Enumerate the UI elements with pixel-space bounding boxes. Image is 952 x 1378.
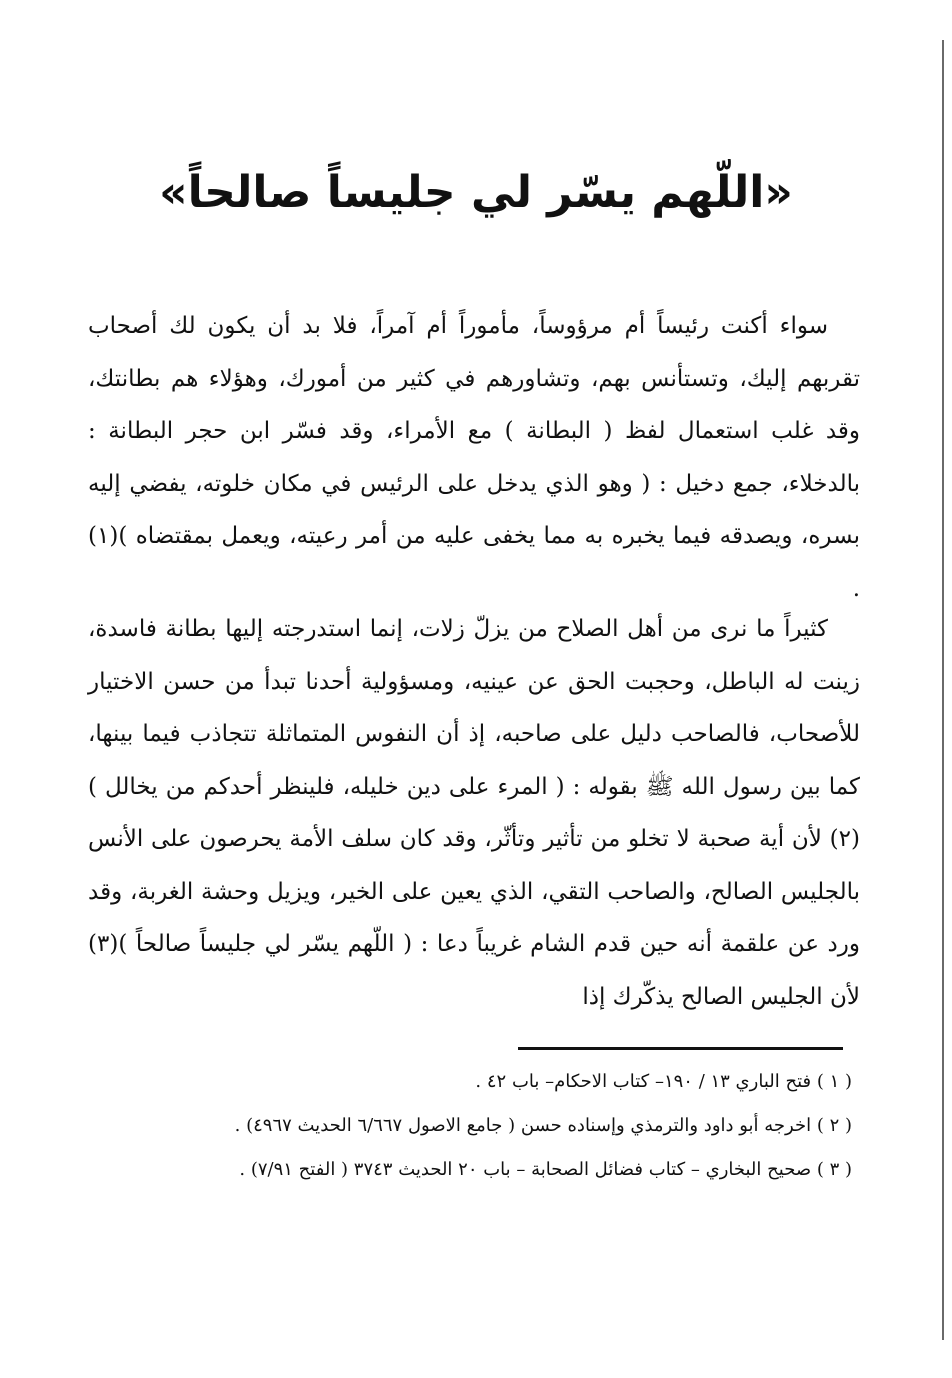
footnote-1: ( ١ ) فتح الباري ١٣ / ١٩٠– كتاب الاحكام– باب ٤٢ . [475,1071,852,1092]
footnotes-list [112,1062,852,1194]
paragraph-2: كثيراً ما نرى من أهل الصلاح من يزلّ زلات، إنما استدرجته إليها بطانة فاسدة، زينت له الباطل، وحجبت الحق عن عينيه، ومسؤولية أحدنا تبدأ من حسن الاختيار للأصحاب، فالصاحب دليل على صاحبه، إذ أن النفوس المتماثلة تتجاذب فيما بينها، كما بين رسول الله ﷺ بقوله : ( المرء على دين خليله، فلينظر أحدكم من يخالل )(٢) لأن أية صحبة لا تخلو من تأثير وتأثّر، وقد كان سلف الأمة يحرصون على الأنس بالجليس الصالح، والصاحب التقي، الذي يعين على الخير، ويزيل وحشة الغربة، وقد ورد عن علقمة أنه حين قدم الشام غريباً دعا : ( اللّهم يسّر لي جليساً صالحاً )(٣) لأن الجليس الصالح يذكّرك إذا [88,616,860,1010]
footnote-separator [518,1047,843,1050]
footnote-3: ( ٣ ) صحيح البخاري – كتاب فضائل الصحابة – باب ٢٠ الحديث ٣٧٤٣ ( الفتح ٧/٩١) . [239,1159,852,1180]
chapter-title: «اللّهم يسّر لي جليساً صالحاً» [159,167,793,218]
paragraph-1: سواء أكنت رئيساً أم مرؤوساً، مأموراً أم آمراً، فلا بد أن يكون لك أصحاب تقربهم إليك، وتستأنس بهم، وتشاورهم في كثير من أمورك، وهؤلاء هم بطانتك، وقد غلب استعمال لفظ ( البطانة ) مع الأمراء، وقد فسّر ابن حجر البطانة : بالدخلاء، جمع دخيل : ( وهو الذي يدخل على الرئيس في مكان خلوته، يفضي إليه بسره، ويصدقه فيما يخبره به مما يخفى عليه من أمر رعيته، ويعمل بمقتضاه )(١) . [88,313,860,602]
page-edge-line [942,40,944,1340]
footnote-2: ( ٢ ) اخرجه أبو داود والترمذي وإسناده حسن ( جامع الاصول ٦/٦٦٧ الحديث ٤٩٦٧) . [234,1115,852,1136]
